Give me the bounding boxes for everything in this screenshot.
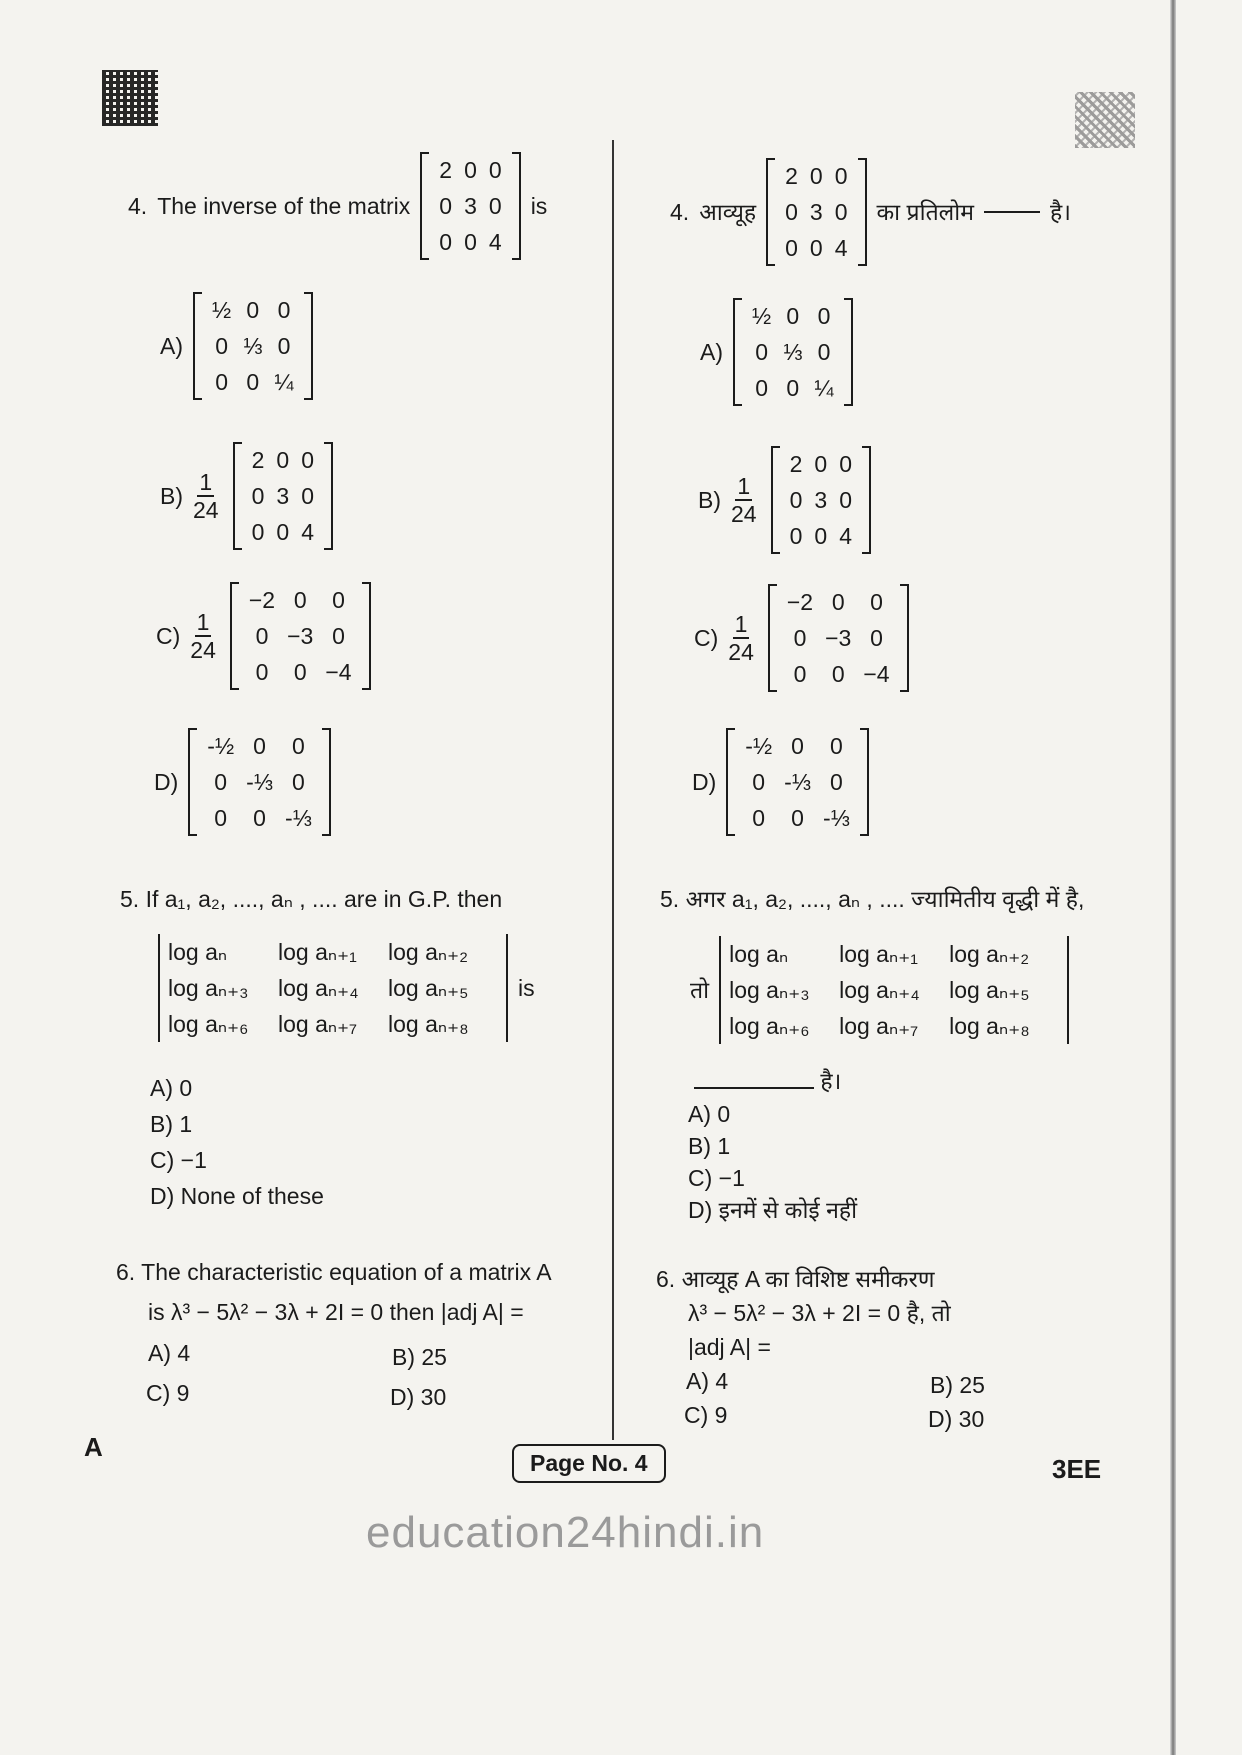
matrix-cell: 0 — [817, 339, 831, 365]
matrix-cell: 0 — [276, 447, 290, 473]
q5-hi-option-c[interactable]: C) −1 — [688, 1165, 745, 1191]
qr-code-icon-right — [1075, 92, 1135, 148]
matrix-cell: 0 — [814, 451, 828, 477]
matrix-cell: 0 — [332, 623, 345, 649]
matrix-cell: 0 — [839, 487, 852, 513]
q5-en-stem: 5. If a₁, a₂, ...., aₙ , .... are in G.P. then — [120, 886, 503, 912]
q4-en-option-b[interactable]: B) $\frac{1}{24}$ 2 0 0 0 3 0 0 0 4 — [160, 442, 333, 550]
matrix-cell: 0 — [789, 523, 803, 549]
matrix-cell: 0 — [214, 805, 228, 831]
matrix-cell: −3 — [825, 625, 852, 651]
matrix-cell: 2 — [251, 447, 265, 473]
series-label: A — [84, 1432, 103, 1462]
page-number: Page No. 4 — [512, 1444, 666, 1483]
matrix-cell: 0 — [829, 733, 843, 759]
matrix-cell: log aₙ₊₅ — [949, 977, 1030, 1003]
paper-code: 3EE — [1052, 1454, 1102, 1484]
q4-en-matrix — [420, 152, 520, 260]
matrix-cell: 0 — [277, 297, 291, 323]
matrix-cell: 0 — [439, 229, 453, 255]
q6-hi-option-c[interactable]: C) 9 — [684, 1402, 728, 1428]
matrix-cell: 4 — [488, 229, 502, 255]
matrix-cell: 0 — [251, 483, 265, 509]
matrix-cell: log aₙ₊₂ — [949, 941, 1030, 967]
matrix-cell: -⅓ — [822, 805, 850, 831]
q6-en-option-a[interactable]: A) 4 — [148, 1340, 191, 1366]
matrix-cell: 0 — [255, 659, 269, 685]
matrix-cell: 4 — [301, 519, 314, 545]
q5-hi-blank: है। — [694, 1066, 841, 1096]
matrix-cell: 0 — [301, 447, 314, 473]
matrix-cell: 3 — [809, 199, 823, 225]
matrix-cell: 0 — [834, 163, 848, 189]
matrix-cell: 0 — [215, 369, 228, 395]
q4-en-option-c[interactable]: C) $\frac{1}{24}$ −2 0 0 0 −3 0 0 0 −4 — [156, 582, 371, 690]
q4-hi-option-d[interactable]: D) -½ 0 0 0 -⅓ 0 0 0 -⅓ — [692, 728, 869, 836]
matrix-cell: 0 — [253, 733, 266, 759]
matrix-cell: 0 — [276, 519, 290, 545]
q6-hi-stem: 6. आव्यूह A का विशिष्ट समीकरण λ³ − 5λ² − 3λ + 2I = 0 है, तो |adj A| = — [656, 1266, 951, 1360]
q6-en-stem: 6. The characteristic equation of a matrix A is λ³ − 5λ² − 3λ + 2I = 0 then |adj A| = — [116, 1259, 552, 1325]
q4-en-option-a[interactable]: A) ½ 0 0 0 ⅓ 0 0 0 ¼ — [160, 292, 313, 400]
q4-hi-option-c[interactable]: C) $\frac{1}{24}$ −2 0 0 0 −3 0 0 0 −4 — [694, 584, 909, 692]
matrix-cell: 2 — [789, 451, 803, 477]
q4-hi-stem: 4. आव्यूह 2 0 0 0 3 0 0 0 4 का प्रतिलोम है। — [670, 158, 1071, 266]
website-watermark: education24hindi.in — [366, 1508, 765, 1557]
matrix-cell: -½ — [745, 733, 773, 759]
matrix-cell: 0 — [253, 805, 266, 831]
matrix-cell: log aₙ — [168, 939, 228, 965]
matrix-cell: 0 — [293, 659, 307, 685]
matrix-cell: ½ — [752, 303, 772, 329]
matrix-cell: log aₙ₊₇ — [278, 1011, 358, 1037]
matrix-cell: log aₙ₊₃ — [729, 977, 810, 1003]
matrix-cell: 0 — [834, 199, 848, 225]
q6-hi-option-d[interactable]: D) 30 — [928, 1406, 985, 1432]
matrix-cell: 0 — [786, 303, 800, 329]
q5-hi-options — [688, 1098, 857, 1226]
matrix-cell: 0 — [870, 625, 883, 651]
matrix-cell: log aₙ₊₂ — [388, 939, 469, 965]
matrix-cell: 0 — [829, 769, 843, 795]
q5-en-option-b[interactable]: B) 1 — [150, 1111, 193, 1137]
matrix-cell: 0 — [293, 587, 307, 613]
matrix-cell: 0 — [755, 339, 768, 365]
matrix-cell: −2 — [786, 589, 814, 615]
matrix-cell: 0 — [246, 297, 260, 323]
matrix-cell: log aₙ₊₈ — [949, 1013, 1030, 1039]
q5-hi-determinant: तो log aₙ log aₙ₊₁ log aₙ₊₂ log aₙ₊₃ log aₙ₊₄ log aₙ₊₅ log aₙ₊₆ log aₙ₊₇ log aₙ₊₈ — [690, 936, 1069, 1044]
page-edge — [1170, 0, 1176, 1755]
matrix-cell: 0 — [785, 199, 798, 225]
matrix-cell: 0 — [817, 303, 831, 329]
q5-hi-option-a[interactable]: A) 0 — [688, 1101, 731, 1127]
matrix-cell: ½ — [212, 297, 232, 323]
column-divider — [612, 140, 614, 1440]
matrix-cell: 0 — [793, 661, 807, 687]
matrix-cell: log aₙ₊₄ — [839, 977, 920, 1003]
q6-en-option-d[interactable]: D) 30 — [390, 1384, 447, 1410]
matrix-cell: -⅓ — [246, 769, 273, 795]
matrix-cell: log aₙ₊₇ — [839, 1013, 919, 1039]
matrix-cell: −2 — [248, 587, 276, 613]
matrix-cell: ⅓ — [243, 333, 263, 359]
q4-en-option-d[interactable]: D) -½ 0 0 0 -⅓ 0 0 0 -⅓ — [154, 728, 331, 836]
matrix-cell: 0 — [332, 587, 345, 613]
q5-en-option-d[interactable]: D) None of these — [150, 1183, 324, 1209]
matrix-cell: 3 — [814, 487, 828, 513]
qr-code-icon — [102, 70, 158, 126]
matrix-cell: 0 — [870, 589, 883, 615]
q5-en-options — [150, 1070, 324, 1214]
matrix-cell: 0 — [439, 193, 453, 219]
matrix-cell: 3 — [276, 483, 290, 509]
matrix-cell: log aₙ₊₃ — [168, 975, 249, 1001]
matrix-cell: 0 — [752, 805, 766, 831]
matrix-cell: 0 — [791, 733, 804, 759]
matrix-cell: ¼ — [274, 369, 294, 395]
matrix-cell: −4 — [325, 659, 352, 685]
matrix-cell: ⅓ — [783, 339, 803, 365]
matrix-cell: log aₙ₊₅ — [388, 975, 469, 1001]
matrix-cell: log aₙ₊₆ — [168, 1011, 249, 1037]
matrix-cell: 0 — [464, 229, 477, 255]
matrix-cell: 0 — [488, 193, 502, 219]
q6-en-option-c[interactable]: C) 9 — [146, 1380, 190, 1406]
matrix-cell: 0 — [785, 235, 798, 261]
q4-hi-option-b[interactable]: B) $\frac{1}{24}$ 2 0 0 0 3 0 0 0 4 — [698, 446, 871, 554]
q6-hi-option-a[interactable]: A) 4 — [686, 1368, 729, 1394]
matrix-cell: 3 — [464, 193, 477, 219]
q5-hi-stem: 5. अगर a₁, a₂, ...., aₙ , .... ज्यामितीय वृद्धी में है, — [660, 886, 1085, 912]
matrix-cell: 0 — [215, 333, 228, 359]
q4-en-stem: 4. The inverse of the matrix 2 0 0 0 3 0 0 0 4 is — [128, 152, 547, 260]
matrix-cell: 2 — [785, 163, 798, 189]
matrix-cell: log aₙ₊₁ — [839, 941, 919, 967]
matrix-cell: 0 — [752, 769, 766, 795]
matrix-cell: 4 — [839, 523, 852, 549]
matrix-cell: 0 — [831, 589, 845, 615]
q4-hi-option-a[interactable]: A) ½ 0 0 0 ⅓ 0 0 0 ¼ — [700, 298, 853, 406]
q5-hi-option-b[interactable]: B) 1 — [688, 1133, 731, 1159]
matrix-cell: 0 — [831, 661, 845, 687]
q5-en-determinant: log aₙ log aₙ₊₁ log aₙ₊₂ log aₙ₊₃ log aₙ₊₄ log aₙ₊₅ log aₙ₊₆ log aₙ₊₇ log aₙ₊₈ is — [158, 934, 535, 1042]
matrix-cell: 0 — [786, 375, 800, 401]
matrix-cell: 0 — [839, 451, 852, 477]
q5-hi-option-d[interactable]: D) इनमें से कोई नहीं — [688, 1197, 858, 1223]
matrix-cell: 2 — [439, 157, 453, 183]
q5-en-option-a[interactable]: A) 0 — [150, 1075, 193, 1101]
matrix-cell: -½ — [207, 733, 235, 759]
matrix-cell: log aₙ₊₆ — [729, 1013, 810, 1039]
matrix-cell: 0 — [791, 805, 804, 831]
matrix-cell: 0 — [291, 733, 305, 759]
matrix-cell: 0 — [255, 623, 269, 649]
matrix-cell: 4 — [834, 235, 848, 261]
matrix-cell: 0 — [809, 163, 823, 189]
matrix-cell: −4 — [863, 661, 890, 687]
matrix-cell: log aₙ₊₈ — [388, 1011, 469, 1037]
q6-en-option-b[interactable]: B) 25 — [392, 1344, 447, 1370]
matrix-cell: 0 — [789, 487, 803, 513]
matrix-cell: 0 — [246, 369, 260, 395]
matrix-cell: log aₙ₊₁ — [278, 939, 357, 965]
matrix-cell: 0 — [755, 375, 768, 401]
matrix-cell: 0 — [251, 519, 265, 545]
matrix-cell: 0 — [814, 523, 828, 549]
matrix-cell: -⅓ — [784, 769, 811, 795]
matrix-cell: log aₙ₊₄ — [278, 975, 359, 1001]
matrix-cell: 0 — [291, 769, 305, 795]
matrix-cell: -⅓ — [284, 805, 312, 831]
matrix-cell: 0 — [214, 769, 228, 795]
matrix-cell: 0 — [301, 483, 314, 509]
q6-hi-option-b[interactable]: B) 25 — [930, 1372, 985, 1398]
matrix-cell: ¼ — [814, 375, 834, 401]
matrix-cell: 0 — [277, 333, 291, 359]
matrix-cell: 0 — [488, 157, 502, 183]
matrix-cell: 0 — [464, 157, 477, 183]
matrix-cell: 0 — [793, 625, 807, 651]
matrix-cell: 0 — [809, 235, 823, 261]
q5-en-option-c[interactable]: C) −1 — [150, 1147, 207, 1173]
matrix-cell: −3 — [287, 623, 314, 649]
matrix-cell: log aₙ — [729, 941, 789, 967]
